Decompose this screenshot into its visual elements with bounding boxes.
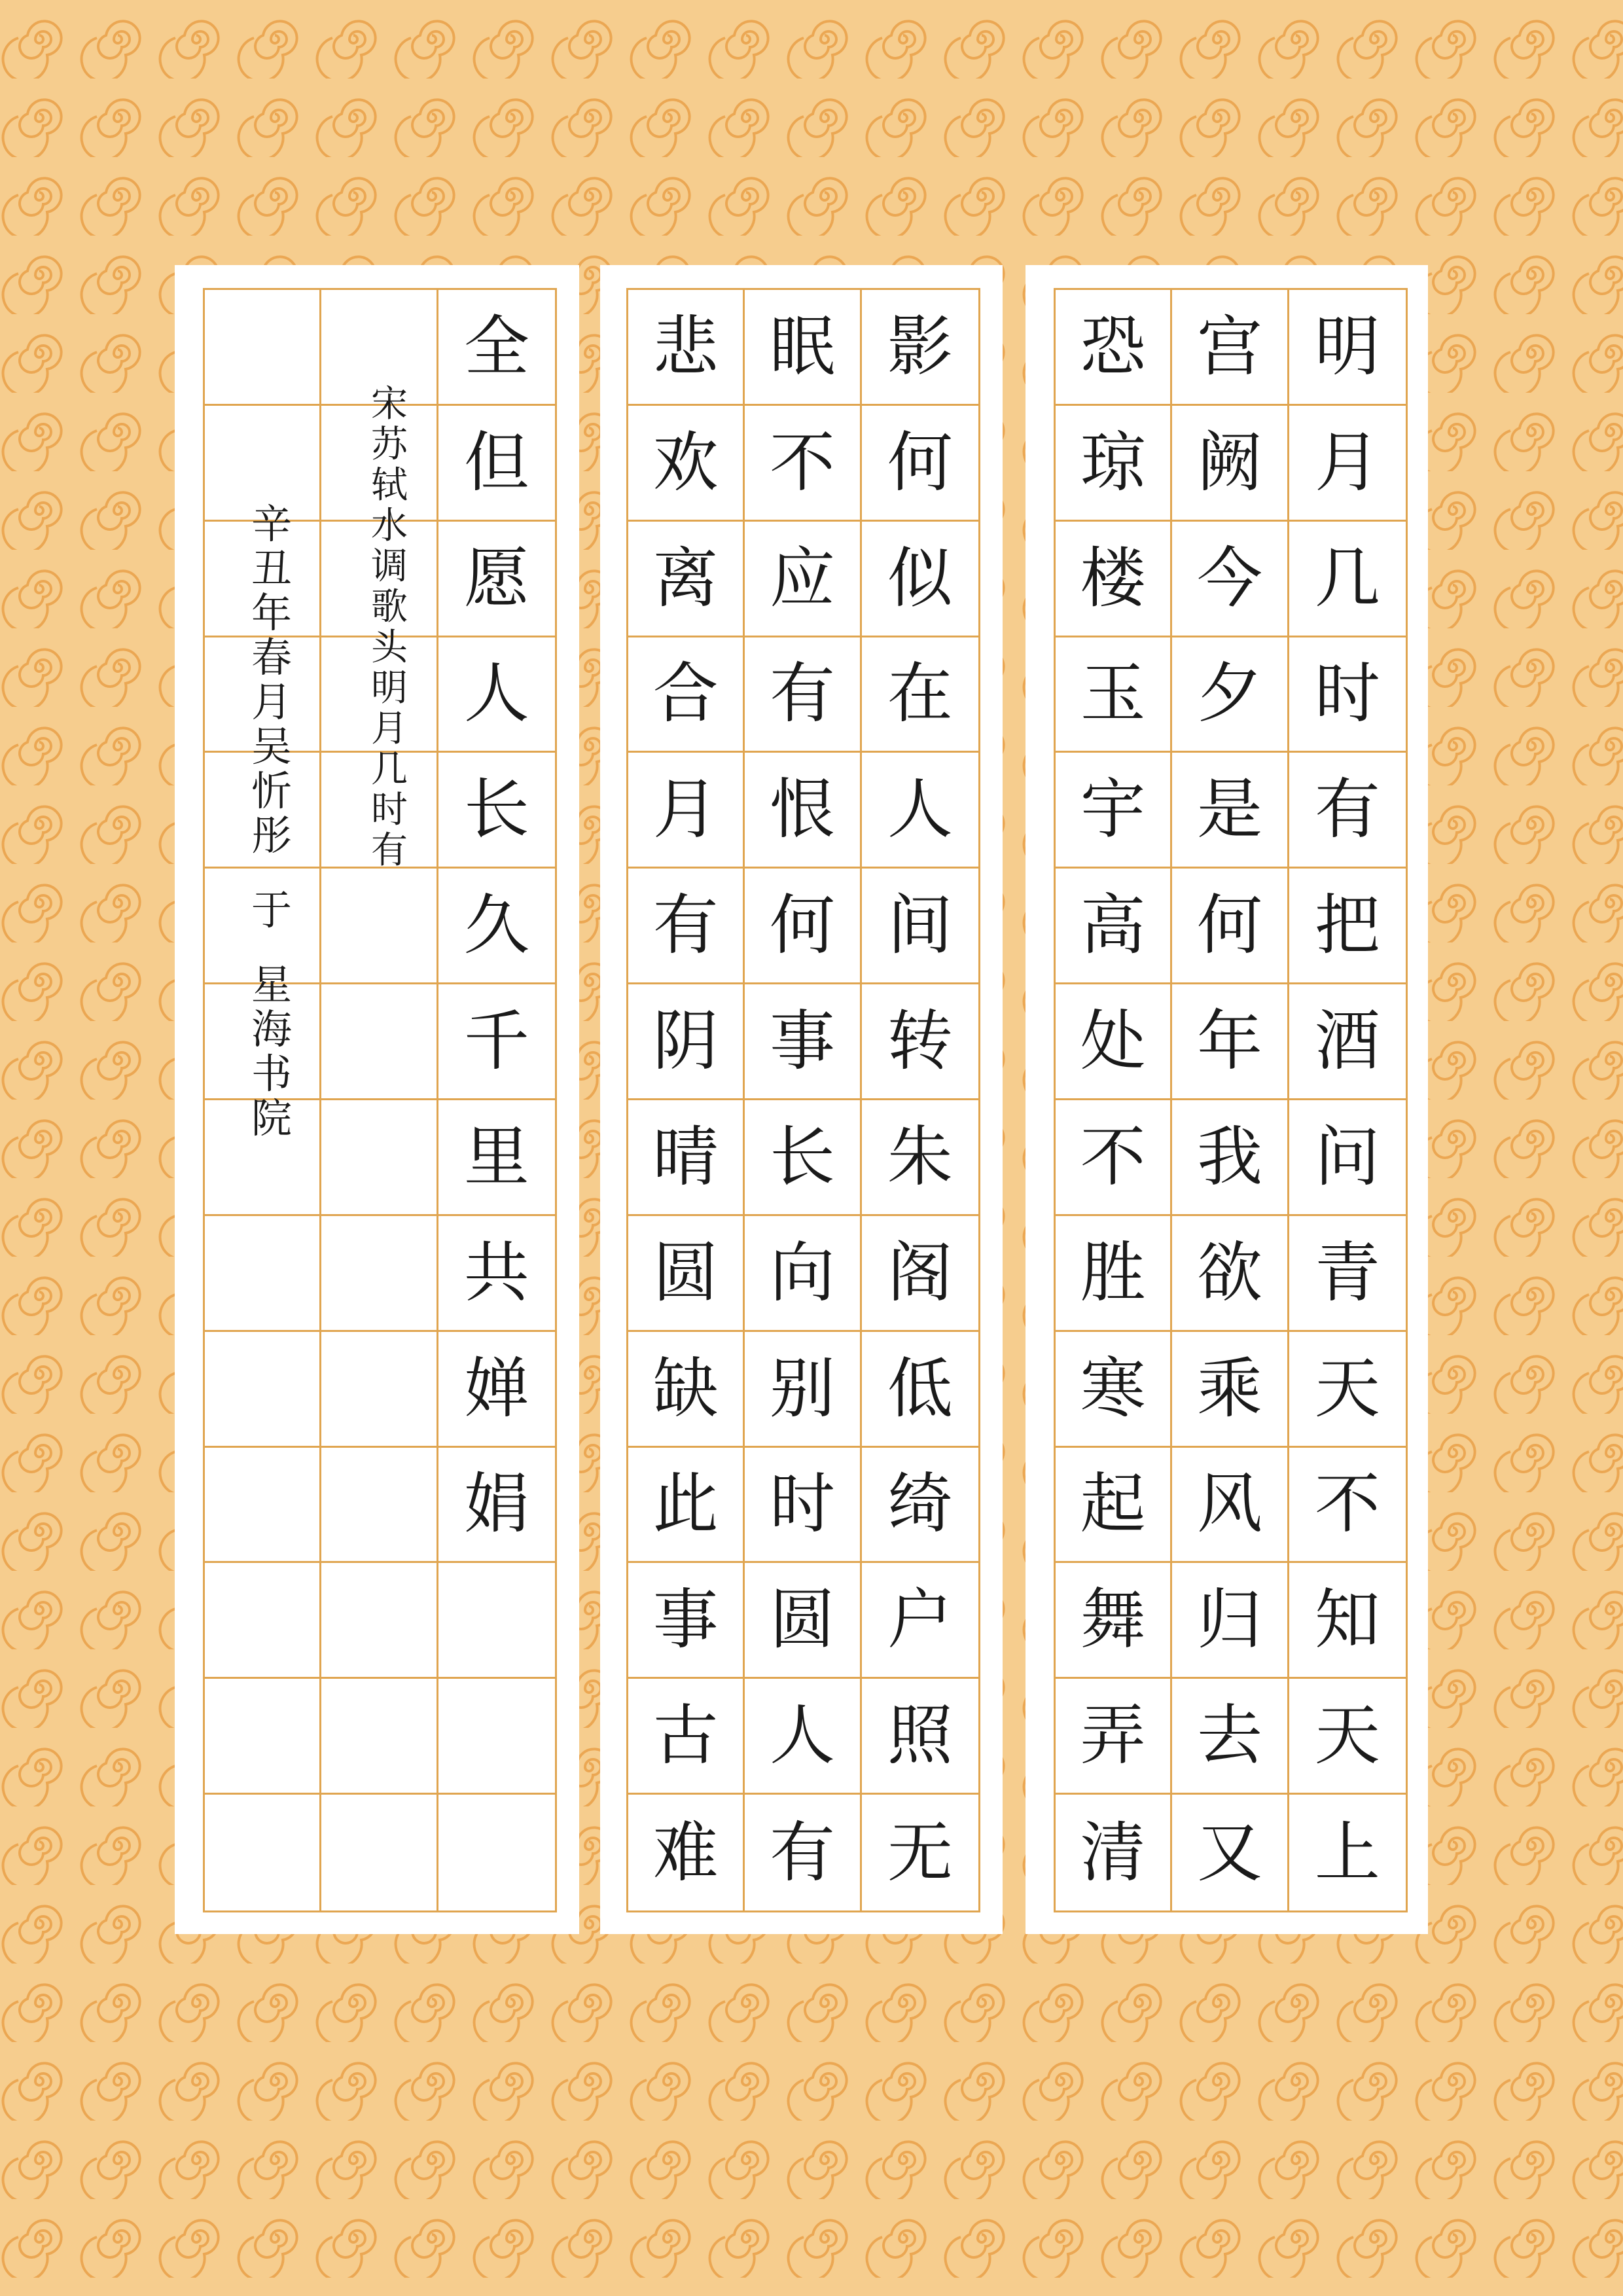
calligraphy-char: 圆 xyxy=(652,1234,719,1311)
grid-cell xyxy=(862,984,978,1100)
grid-cell xyxy=(862,290,978,406)
grid-cell xyxy=(1289,869,1406,984)
grid-cell xyxy=(745,869,861,984)
grid-cell xyxy=(628,753,745,869)
calligraphy-char: 应 xyxy=(769,539,835,617)
grid-cell xyxy=(438,1216,555,1332)
title-note: 宋 苏 轼 水 调 歌 头 明 月 几 时 有 xyxy=(371,383,408,872)
calligraphy-char: 离 xyxy=(652,539,719,617)
calligraphy-char: 夕 xyxy=(1196,655,1262,732)
grid-cell xyxy=(1056,290,1172,406)
grid-cell xyxy=(862,1795,978,1910)
grid-cell xyxy=(628,1332,745,1448)
grid-cell xyxy=(205,1448,321,1564)
calligraphy-char: 人 xyxy=(463,655,529,732)
grid-cell xyxy=(628,290,745,406)
calligraphy-char: 今 xyxy=(1196,539,1262,617)
grid-cell xyxy=(205,1563,321,1679)
calligraphy-char: 不 xyxy=(1314,1465,1380,1543)
calligraphy-char: 又 xyxy=(1196,1814,1262,1891)
grid-cell xyxy=(1172,290,1289,406)
calligraphy-char: 琼 xyxy=(1080,423,1146,501)
calligraphy-char: 恐 xyxy=(1080,308,1146,385)
grid-cell xyxy=(205,1679,321,1795)
calligraphy-char: 把 xyxy=(1314,887,1380,964)
panel-middle-grid xyxy=(626,288,980,1912)
grid-cell xyxy=(438,290,555,406)
grid-cell xyxy=(1056,1448,1172,1564)
calligraphy-char: 我 xyxy=(1196,1118,1262,1195)
grid-cell xyxy=(628,869,745,984)
calligraphy-char: 知 xyxy=(1314,1581,1380,1659)
grid-cell xyxy=(321,1100,438,1216)
calligraphy-char: 胜 xyxy=(1080,1234,1146,1311)
calligraphy-char: 有 xyxy=(769,1814,835,1891)
grid-cell xyxy=(205,1332,321,1448)
grid-cell xyxy=(1172,1332,1289,1448)
grid-cell xyxy=(205,1795,321,1910)
grid-cell xyxy=(1289,753,1406,869)
calligraphy-char: 低 xyxy=(887,1350,953,1427)
grid-cell xyxy=(1172,984,1289,1100)
calligraphy-char: 宫 xyxy=(1196,308,1262,385)
calligraphy-char: 欢 xyxy=(652,423,719,501)
calligraphy-char: 但 xyxy=(463,423,529,501)
grid-cell xyxy=(438,753,555,869)
grid-cell xyxy=(321,1679,438,1795)
calligraphy-char: 上 xyxy=(1314,1814,1380,1891)
grid-cell xyxy=(1172,869,1289,984)
grid-cell xyxy=(628,1795,745,1910)
grid-cell xyxy=(862,753,978,869)
grid-cell xyxy=(1172,1216,1289,1332)
grid-cell xyxy=(321,1563,438,1679)
calligraphy-char: 阁 xyxy=(887,1234,953,1311)
calligraphy-char: 几 xyxy=(1314,539,1380,617)
grid-cell xyxy=(1289,1679,1406,1795)
calligraphy-char: 何 xyxy=(1196,887,1262,964)
calligraphy-char: 楼 xyxy=(1080,539,1146,617)
grid-cell xyxy=(438,1795,555,1910)
calligraphy-char: 高 xyxy=(1080,887,1146,964)
grid-cell xyxy=(745,637,861,753)
calligraphy-char: 愿 xyxy=(463,539,529,617)
grid-cell xyxy=(628,1563,745,1679)
calligraphy-char: 全 xyxy=(463,308,529,385)
grid-cell xyxy=(745,1563,861,1679)
grid-cell xyxy=(862,1216,978,1332)
grid-cell xyxy=(862,869,978,984)
calligraphy-char: 弄 xyxy=(1080,1697,1146,1774)
grid-cell xyxy=(1172,753,1289,869)
grid-cell xyxy=(1289,1563,1406,1679)
grid-cell xyxy=(1289,984,1406,1100)
grid-cell xyxy=(438,1679,555,1795)
grid-cell xyxy=(1056,984,1172,1100)
calligraphy-char: 娟 xyxy=(463,1465,529,1543)
calligraphy-char: 长 xyxy=(463,771,529,848)
calligraphy-char: 朱 xyxy=(887,1118,953,1195)
grid-cell xyxy=(745,290,861,406)
grid-cell xyxy=(862,1448,978,1564)
grid-cell xyxy=(1289,1795,1406,1910)
calligraphy-char: 起 xyxy=(1080,1465,1146,1543)
grid-cell xyxy=(438,1332,555,1448)
grid-cell xyxy=(438,406,555,522)
calligraphy-char: 是 xyxy=(1196,771,1262,848)
calligraphy-char: 月 xyxy=(652,771,719,848)
grid-cell xyxy=(745,1100,861,1216)
grid-cell xyxy=(321,1332,438,1448)
calligraphy-char: 无 xyxy=(887,1814,953,1891)
calligraphy-char: 户 xyxy=(887,1581,953,1659)
grid-cell xyxy=(862,637,978,753)
calligraphy-char: 青 xyxy=(1314,1234,1380,1311)
calligraphy-char: 不 xyxy=(1080,1118,1146,1195)
grid-cell xyxy=(1056,406,1172,522)
calligraphy-char: 眠 xyxy=(769,308,835,385)
panel-right-grid xyxy=(1054,288,1408,1912)
grid-cell xyxy=(1056,1563,1172,1679)
calligraphy-char: 问 xyxy=(1314,1118,1380,1195)
calligraphy-char: 酒 xyxy=(1314,1003,1380,1080)
calligraphy-char: 照 xyxy=(887,1697,953,1774)
grid-cell xyxy=(628,984,745,1100)
calligraphy-char: 向 xyxy=(769,1234,835,1311)
grid-cell xyxy=(438,1448,555,1564)
calligraphy-char: 阴 xyxy=(652,1003,719,1080)
calligraphy-char: 合 xyxy=(652,655,719,732)
grid-cell xyxy=(1289,406,1406,522)
calligraphy-char: 悲 xyxy=(652,308,719,385)
grid-cell xyxy=(1289,1216,1406,1332)
calligraphy-char: 欲 xyxy=(1196,1234,1262,1311)
grid-cell xyxy=(438,1563,555,1679)
calligraphy-char: 舞 xyxy=(1080,1581,1146,1659)
grid-cell xyxy=(862,1332,978,1448)
grid-cell xyxy=(1056,522,1172,637)
calligraphy-char: 明 xyxy=(1314,308,1380,385)
grid-cell xyxy=(745,522,861,637)
calligraphy-char: 宇 xyxy=(1080,771,1146,848)
calligraphy-char: 在 xyxy=(887,655,953,732)
calligraphy-char: 时 xyxy=(769,1465,835,1543)
grid-cell xyxy=(1056,1795,1172,1910)
grid-cell xyxy=(1289,1332,1406,1448)
calligraphy-char: 绮 xyxy=(887,1465,953,1543)
grid-cell xyxy=(745,1795,861,1910)
grid-cell xyxy=(628,1679,745,1795)
calligraphy-char: 婵 xyxy=(463,1350,529,1427)
calligraphy-char: 长 xyxy=(769,1118,835,1195)
calligraphy-char: 天 xyxy=(1314,1350,1380,1427)
grid-cell xyxy=(628,406,745,522)
signature: 辛 丑 年 春 月 吴 忻 彤 于 星 海 书 院 xyxy=(251,500,292,1142)
calligraphy-char: 阙 xyxy=(1196,423,1262,501)
calligraphy-char: 月 xyxy=(1314,423,1380,501)
grid-cell xyxy=(745,984,861,1100)
calligraphy-char: 人 xyxy=(769,1697,835,1774)
grid-cell xyxy=(1056,637,1172,753)
calligraphy-char: 有 xyxy=(1314,771,1380,848)
grid-cell xyxy=(321,984,438,1100)
calligraphy-char: 年 xyxy=(1196,1003,1262,1080)
calligraphy-char: 人 xyxy=(887,771,953,848)
grid-cell xyxy=(321,1448,438,1564)
calligraphy-char: 事 xyxy=(652,1581,719,1659)
calligraphy-char: 何 xyxy=(887,423,953,501)
grid-cell xyxy=(321,1795,438,1910)
grid-cell xyxy=(628,1448,745,1564)
grid-cell xyxy=(862,1563,978,1679)
grid-cell xyxy=(745,1448,861,1564)
grid-cell xyxy=(438,1100,555,1216)
grid-cell xyxy=(1289,1100,1406,1216)
grid-cell xyxy=(745,406,861,522)
calligraphy-char: 里 xyxy=(463,1118,529,1195)
calligraphy-char: 何 xyxy=(769,887,835,964)
calligraphy-char: 清 xyxy=(1080,1814,1146,1891)
grid-cell xyxy=(628,637,745,753)
calligraphy-char: 似 xyxy=(887,539,953,617)
calligraphy-char: 处 xyxy=(1080,1003,1146,1080)
grid-cell xyxy=(745,1332,861,1448)
grid-cell xyxy=(1289,290,1406,406)
calligraphy-char: 千 xyxy=(463,1003,529,1080)
grid-cell xyxy=(1172,637,1289,753)
calligraphy-char: 晴 xyxy=(652,1118,719,1195)
grid-cell xyxy=(862,1100,978,1216)
grid-cell xyxy=(438,984,555,1100)
grid-cell xyxy=(1289,1448,1406,1564)
grid-cell xyxy=(1172,406,1289,522)
grid-cell xyxy=(1056,1332,1172,1448)
calligraphy-char: 共 xyxy=(463,1234,529,1311)
grid-cell xyxy=(862,1679,978,1795)
grid-cell xyxy=(1172,522,1289,637)
grid-cell xyxy=(321,869,438,984)
calligraphy-char: 间 xyxy=(887,887,953,964)
calligraphy-char: 圆 xyxy=(769,1581,835,1659)
calligraphy-char: 时 xyxy=(1314,655,1380,732)
grid-cell xyxy=(745,753,861,869)
grid-cell xyxy=(321,1216,438,1332)
grid-cell xyxy=(1172,1563,1289,1679)
calligraphy-char: 玉 xyxy=(1080,655,1146,732)
grid-cell xyxy=(1172,1679,1289,1795)
grid-cell xyxy=(745,1679,861,1795)
calligraphy-char: 古 xyxy=(652,1697,719,1774)
grid-cell xyxy=(1056,869,1172,984)
calligraphy-char: 转 xyxy=(887,1003,953,1080)
calligraphy-char: 去 xyxy=(1196,1697,1262,1774)
grid-cell xyxy=(628,522,745,637)
grid-cell xyxy=(1172,1100,1289,1216)
grid-cell xyxy=(438,869,555,984)
calligraphy-char: 有 xyxy=(652,887,719,964)
grid-cell xyxy=(205,1216,321,1332)
calligraphy-char: 归 xyxy=(1196,1581,1262,1659)
grid-cell xyxy=(628,1216,745,1332)
grid-cell xyxy=(862,522,978,637)
calligraphy-char: 别 xyxy=(769,1350,835,1427)
calligraphy-char: 难 xyxy=(652,1814,719,1891)
calligraphy-char: 久 xyxy=(463,887,529,964)
calligraphy-char: 影 xyxy=(887,308,953,385)
grid-cell xyxy=(628,1100,745,1216)
calligraphy-char: 事 xyxy=(769,1003,835,1080)
grid-cell xyxy=(1172,1448,1289,1564)
grid-cell xyxy=(1056,753,1172,869)
calligraphy-char: 恨 xyxy=(769,771,835,848)
calligraphy-char: 乘 xyxy=(1196,1350,1262,1427)
grid-cell xyxy=(862,406,978,522)
grid-cell xyxy=(1289,637,1406,753)
grid-cell xyxy=(438,637,555,753)
grid-cell xyxy=(745,1216,861,1332)
grid-cell xyxy=(438,522,555,637)
calligraphy-char: 风 xyxy=(1196,1465,1262,1543)
grid-cell xyxy=(1056,1216,1172,1332)
grid-cell xyxy=(205,290,321,406)
grid-cell xyxy=(1056,1100,1172,1216)
grid-cell xyxy=(1172,1795,1289,1910)
calligraphy-char: 天 xyxy=(1314,1697,1380,1774)
calligraphy-char: 寒 xyxy=(1080,1350,1146,1427)
calligraphy-char: 缺 xyxy=(652,1350,719,1427)
grid-cell xyxy=(1289,522,1406,637)
calligraphy-char: 此 xyxy=(652,1465,719,1543)
calligraphy-char: 不 xyxy=(769,423,835,501)
calligraphy-char: 有 xyxy=(769,655,835,732)
grid-cell xyxy=(1056,1679,1172,1795)
